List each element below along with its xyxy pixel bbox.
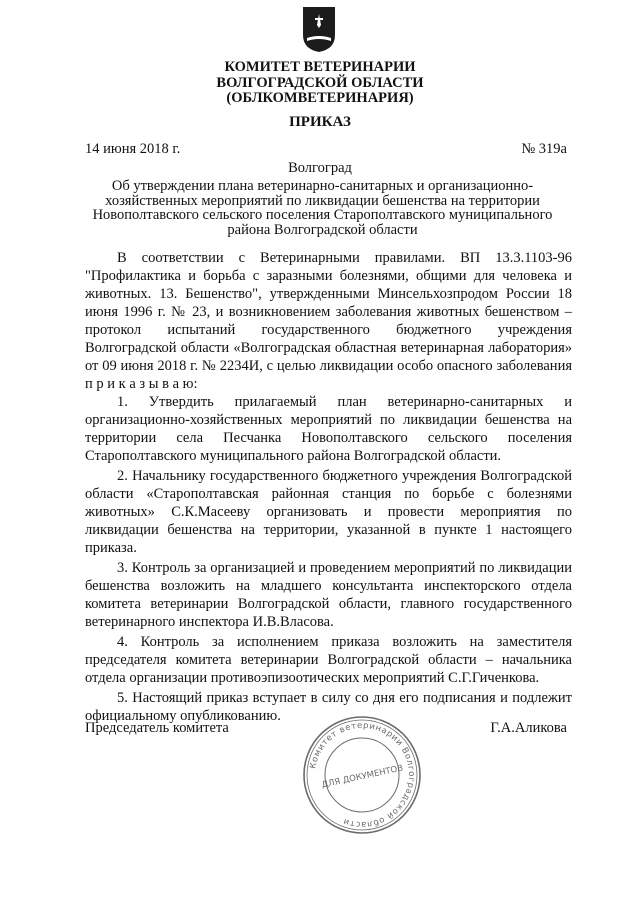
body-item-5: 5. Настоящий приказ вступает в силу со дня его подписания и подлежит официальному опубликованию. [85, 690, 572, 724]
subject-line-2: хозяйственных мероприятий по ликвидации бешенства на территории [105, 192, 540, 209]
org-line-1: КОМИТЕТ ВЕТЕРИНАРИИ [224, 59, 416, 75]
coat-of-arms-emblem-icon [301, 5, 337, 53]
stamp-center-text: ДЛЯ ДОКУМЕНТОВ [320, 763, 405, 791]
org-line-2: ВОЛГОГРАДСКОЙ ОБЛАСТИ [216, 74, 424, 91]
body-item-1: 1. Утвердить прилагаемый план ветеринарно-санитарных и организационно-хозяйственных мероприятий по ликвидации бешенства на территории села Песчанка Новополтавского сельского поселения Старополтавского муниципального района Волгоградской области. [85, 394, 572, 464]
subject-line-4: района Волгоградской области [227, 221, 418, 238]
order-number: № 319а [521, 141, 567, 157]
signatory-name: Г.А.Аликова [490, 720, 567, 736]
body-intro-paragraph: В соответствии с Ветеринарными правилами. ВП 13.3.1103-96 "Профилактика и борьба с заразными болезнями, общими для человека и животных. 13. Бешенство", утвержденными Минсельхозпродом России 18 июня 1996 г. № 23, и возникновением заболевания животных бешенством – протокол испытаний государственного бюджетного учреждения Волгоградской области «Волгоградская областная ветеринарная лаборатория» от 09 июня 2018 г. № 2234И, с целью ликвидации особо опасного заболевания п р и к а з ы в а ю: [85, 250, 572, 392]
order-city: Волгоград [288, 160, 352, 176]
subject-line-1: Об утверждении плана ветеринарно-санитарных и организационно- [111, 178, 534, 194]
document-type: ПРИКАЗ [289, 114, 351, 130]
organization-name [0, 60, 640, 107]
order-body [85, 249, 572, 727]
official-stamp-icon [300, 713, 424, 837]
body-item-3: 3. Контроль за организацией и проведением мероприятий по ликвидации бешенства возложить на младшего консультанта инспекторского отдела комитета ветеринарии Волгоградской области, главного государственного ветеринарного инспектора И.В.Власова. [85, 560, 572, 630]
order-subject [75, 179, 570, 237]
order-date: 14 июня 2018 г. [85, 141, 181, 157]
body-item-2: 2. Начальнику государственного бюджетного учреждения Волгоградской области «Старополтавская районная станция по борьбе с болезнями животных» С.К.Масееву организовать и провести мероприятия по ликвидации бешенства на территории, указанной в пункте 1 настоящего приказа. [85, 468, 572, 556]
signatory-title: Председатель комитета [85, 720, 229, 736]
org-line-3: (ОБЛКОМВЕТЕРИНАРИЯ) [226, 90, 414, 106]
body-item-4: 4. Контроль за исполнением приказа возложить на заместителя председателя комитета ветеринарии Волгоградской области – начальника отдела организации противоэпизоотических мероприятий С.Г.Гиченкова. [85, 634, 572, 686]
subject-line-3: Новополтавского сельского поселения Старополтавского муниципального [92, 207, 553, 223]
stamp-outer-text: Комитет ветеринарии Волгоградской области [308, 720, 417, 830]
